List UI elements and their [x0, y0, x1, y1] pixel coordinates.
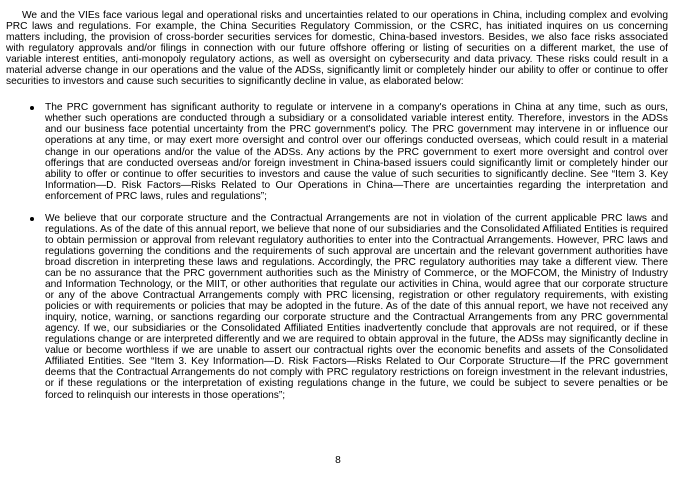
- page-number: 8: [335, 455, 341, 466]
- document-page: [6, 10, 668, 401]
- bullet-text: The PRC government has significant authority to regulate or intervene in a company's operations in China at any time, such as ours, whether such operations are conducted through a subsidiary or a consolidated variable interest entity. Therefore, investors in the ADSs and our business face potential uncertainty from the PRC government's policy. The PRC government may intervene in or influence our operations at any time, or may exert more oversight and control over our offerings conducted overseas, which could result in a material change in our operations and/or the value of the ADSs. Any actions by the PRC government to exert more oversight and control over offerings that are conducted overseas and/or foreign investment in China-based issuers could significantly limit or completely hinder our ability to offer or continue to offer securities to investors and cause the value of such securities to significantly decline. See “Item 3. Key Information—D. Risk Factors—Risks Related to Our Operations in China—There are uncertainties regarding the interpretation and enforcement of PRC laws, rules and regulations”;: [45, 102, 668, 202]
- bullet-dot-icon: [30, 217, 34, 221]
- risk-bullet-list: [6, 102, 668, 400]
- intro-paragraph: We and the VIEs face various legal and operational risks and uncertainties related to our operations in China, including complex and evolving PRC laws and regulations. For example, the China Securities Regulatory Commission, or the CSRC, has initiated inquires on us concerning matters including, the provision of cross-border securities services for domestic, China-based investors. Besides, we also face risks associated with regulatory approvals and/or filings in connection with our future offshore offering or listing of securities on a different market, the use of variable interest entities, anti-monopoly regulatory actions, as well as oversight on cybersecurity and data privacy. These risks could result in a material adverse change in our operations and the value of the ADSs, significantly limit or completely hinder our ability to offer or continue to offer securities to investors and cause such securities to significantly decline in value, as elaborated below:: [6, 10, 668, 88]
- list-item: [6, 102, 668, 201]
- bullet-dot-icon: [30, 106, 34, 110]
- list-item: [6, 213, 668, 401]
- bullet-text: We believe that our corporate structure and the Contractual Arrangements are not in violation of the current applicable PRC laws and regulations. As of the date of this annual report, we believe that none of our subsidiaries and the Consolidated Affiliated Entities is required to obtain permission or approval from relevant regulatory authorities to enter into the Contractual Arrangements. However, PRC laws and regulations governing the conditions and the requirements of such approval are uncertain and the relevant government authorities have broad discretion in interpreting these laws and regulations. Accordingly, the PRC regulatory authorities may take a different view. There can be no assurance that the PRC government authorities such as the Ministry of Commerce, or the MOFCOM, the Ministry of Industry and Information Technology, or the MIIT, or other authorities that regulate our activities in China, would agree that our corporate structure or any of the above Contractual Arrangements comply with PRC licensing, registration or other regulatory requirements, with existing policies or with requirements or policies that may be adopted in the future. As of the date of this annual report, we have not received any inquiry, notice, warning, or sanctions regarding our corporate structure and the Contractual Arrangements from any PRC governmental agency. If we, our subsidiaries or the Consolidated Affiliated Entities inadvertently conclude that approvals are not required, or if these regulations change or are interpreted differently and we are required to obtain approval in the future, the ADSs may significantly decline in value or become worthless if we are unable to assert our contractual rights over the economic benefits and assets of the Consolidated Affiliated Entities. See “Item 3. Key Information—D. Risk Factors—Risks Related to Our Corporate Structure—If the PRC government deems that the Contractual Arrangements do not comply with PRC regulatory restrictions on foreign investment in the relevant industries, or if these regulations or the interpretation of existing regulations change in the future, we could be subject to severe penalties or be forced to relinquish our interests in those operations”;: [45, 212, 668, 401]
